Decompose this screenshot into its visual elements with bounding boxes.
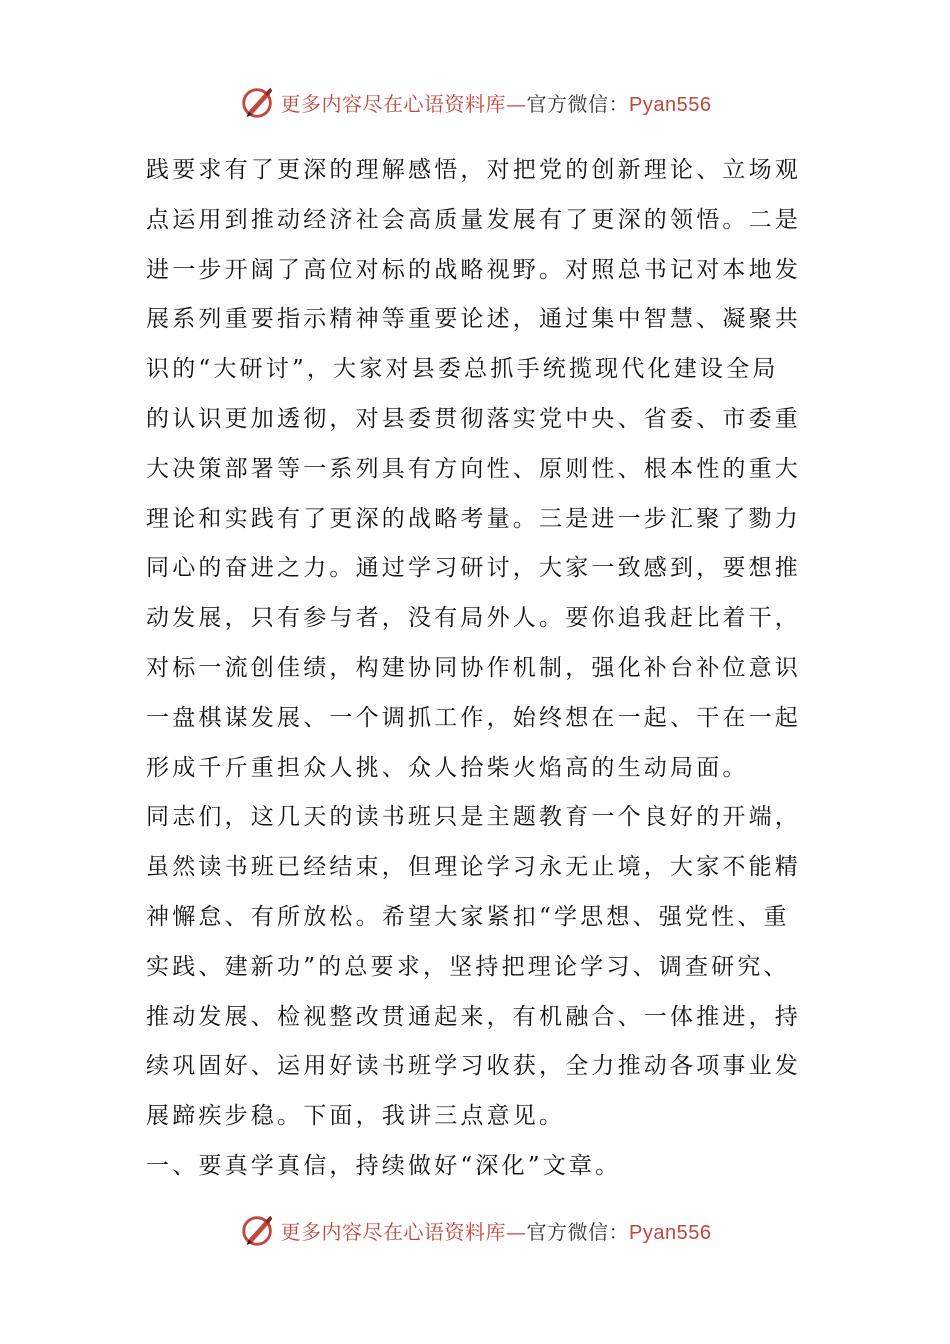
text-line: 实践、建新功”的总要求，坚持把理论学习、调查研究、 [146, 953, 790, 980]
text-line: 展蹄疾步稳。下面，我讲三点意见。 [146, 1103, 566, 1130]
banner-wechat-id: Pyan556 [629, 1221, 712, 1244]
banner-wechat-id: Pyan556 [629, 93, 712, 116]
footer-banner [0, 1210, 950, 1250]
banner-dash: — [506, 1219, 527, 1244]
text-line: 对标一流创佳绩，构建协同协作机制，强化补台补位意识 [146, 654, 801, 681]
section-heading: 一、要真学真信，持续做好“深化”文章。 [146, 1152, 622, 1179]
text-line: 的认识更加透彻，对县委贯彻落实党中央、省委、市委重 [146, 405, 801, 432]
text-line: 续巩固好、运用好读书班学习收获，全力推动各项事业发 [146, 1053, 801, 1080]
header-banner [0, 82, 950, 122]
text-line: 形成千斤重担众人挑、众人拾柴火焰高的生动局面。 [146, 754, 749, 781]
text-line: 理论和实践有了更深的战略考量。三是进一步汇聚了勠力 [146, 505, 801, 532]
banner-wechat-label: 官方微信： [526, 91, 630, 116]
text-line: 一盘棋谋发展、一个调抓工作，始终想在一起、干在一起 [146, 704, 801, 731]
pen-logo-icon [239, 1211, 277, 1249]
banner-slogan: 更多内容尽在心语资料库 [280, 1219, 507, 1244]
banner-dash: — [506, 91, 527, 116]
text-line: 进一步开阔了高位对标的战略视野。对照总书记对本地发 [146, 256, 801, 283]
banner-slogan: 更多内容尽在心语资料库 [280, 91, 507, 116]
banner-wechat-label: 官方微信： [526, 1219, 630, 1244]
header-banner-content [239, 83, 712, 121]
text-line: 推动发展、检视整改贯通起来，有机融合、一体推进，持 [146, 1003, 801, 1030]
text-line: 践要求有了更深的理解感悟，对把党的创新理论、立场观 [146, 157, 801, 183]
banner-text [281, 1216, 712, 1245]
text-line: 虽然读书班已经结束，但理论学习永无止境，大家不能精 [146, 854, 801, 881]
document-body [146, 146, 806, 1192]
text-line: 同志们，这几天的读书班只是主题教育一个良好的开端， [146, 804, 801, 831]
text-line: 点运用到推动经济社会高质量发展有了更深的领悟。二是 [146, 206, 801, 233]
text-line: 识的“大研讨”，大家对县委总抓手统揽现代化建设全局 [146, 356, 779, 383]
footer-banner-content [239, 1211, 712, 1249]
text-line: 动发展，只有参与者，没有局外人。要你追我赶比着干， [146, 605, 801, 632]
text-line: 大决策部署等一系列具有方向性、原则性、根本性的重大 [146, 455, 801, 482]
text-line: 同心的奋进之力。通过学习研讨，大家一致感到，要想推 [146, 555, 801, 582]
text-line: 展系列重要指示精神等重要论述，通过集中智慧、凝聚共 [146, 306, 801, 333]
pen-logo-icon [239, 83, 277, 121]
text-line: 神懈怠、有所放松。希望大家紧扣“学思想、强党性、重 [146, 903, 790, 930]
banner-text [281, 88, 712, 117]
